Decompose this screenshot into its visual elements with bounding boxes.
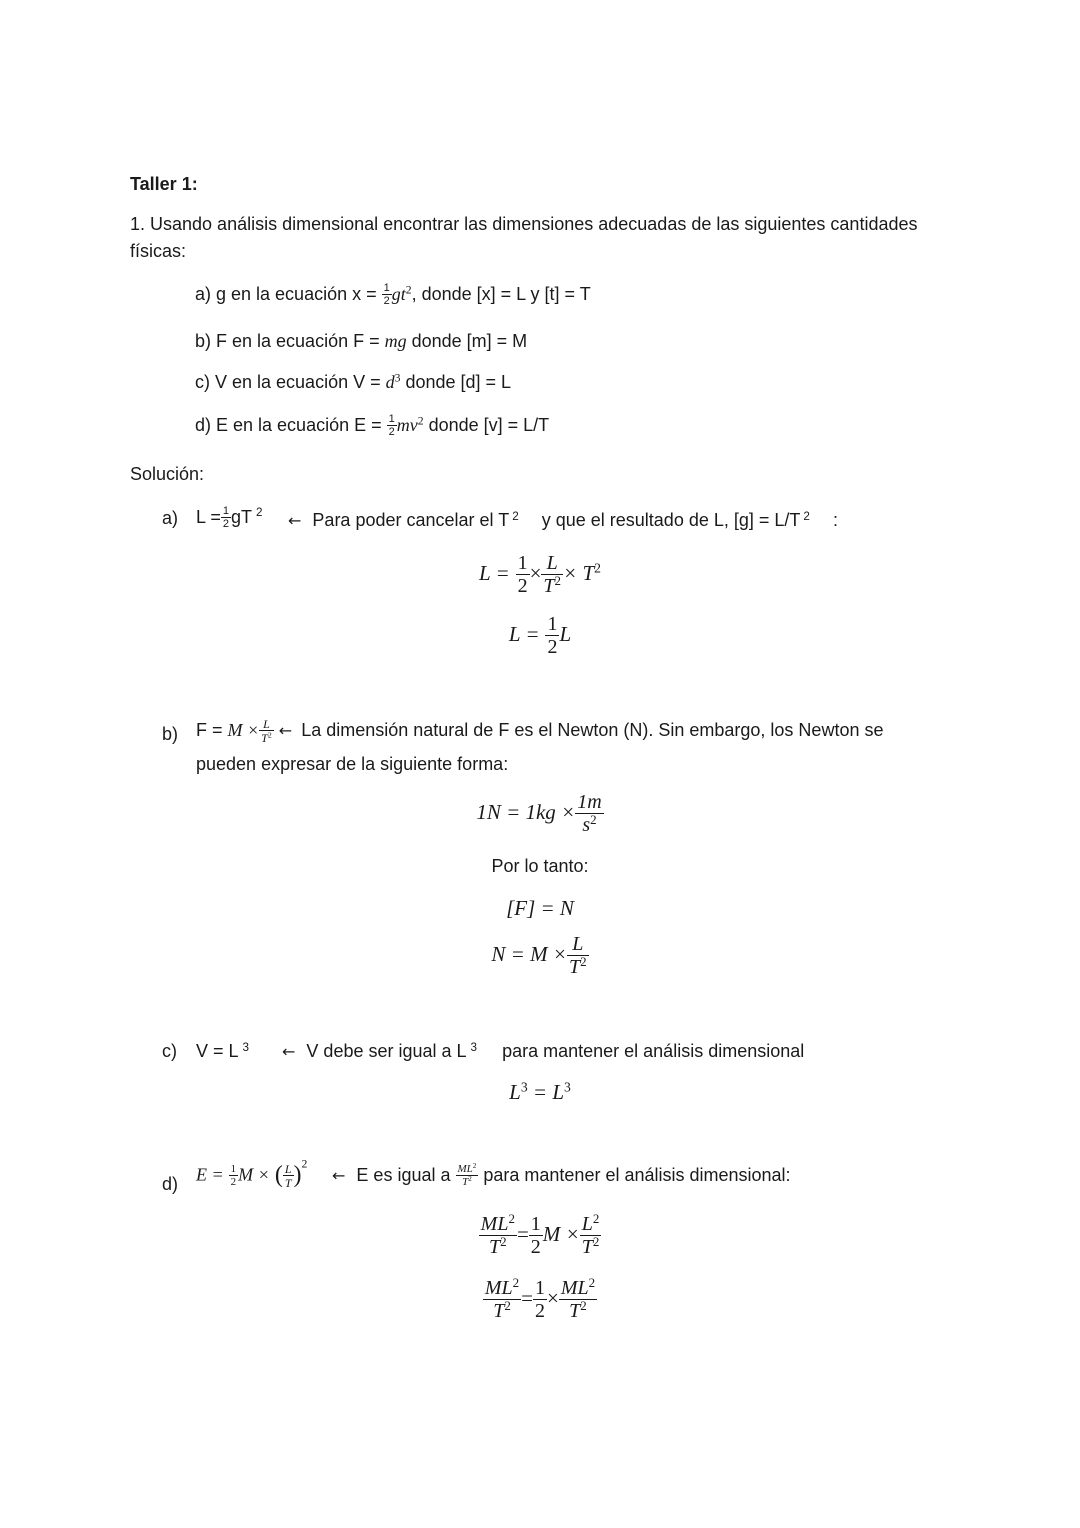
solution-b-equation-2: [F] = N	[506, 896, 574, 920]
solution-a-explanation: ← Para poder cancelar el T $^2$ y que el resultado de L, [g] = L/T $^2$ :	[288, 509, 838, 530]
solution-a-equation-2: L = $\frac{1}{2}$ L	[508, 613, 572, 658]
solution-a-marker: a)	[162, 508, 179, 528]
page-title: Taller 1:	[130, 174, 198, 194]
solution-c-marker: c)	[162, 1041, 177, 1061]
solution-b-equation-3: N = M × $\frac{L}{T^2}$	[491, 933, 587, 978]
question-line-2: físicas:	[130, 241, 187, 261]
solution-d-marker: d)	[162, 1174, 179, 1194]
solution-b-equation-1: 1N = 1kg × $\frac{1m}{s^2}$	[476, 791, 602, 836]
solution-d-explanation: ← E es igual a $\frac{ML^2}{T^2}$ para mantener el análisis dimensional:	[332, 1162, 791, 1188]
solution-b-text-2: pueden expresar de la siguiente forma:	[196, 754, 509, 774]
solution-c-explanation: ← V debe ser igual a L $^3$ para mantener el análisis dimensional	[282, 1040, 805, 1061]
left-arrow-icon: ←	[282, 1042, 296, 1061]
solution-d-equation-2: $\frac{ML^2}{T^2}$ = $\frac{1}{2}$ × $\frac{ML^2}{T^2}$	[484, 1274, 596, 1322]
solution-c-statement: V = L $^3$	[196, 1040, 250, 1061]
question-item-c: c) V en la ecuación $V = d^3$ donde [d] = L	[195, 371, 512, 392]
left-arrow-icon: ←	[332, 1165, 346, 1185]
solution-label: Solución:	[130, 464, 205, 484]
therefore-label: Por lo tanto:	[491, 856, 589, 876]
solution-b-marker: b)	[162, 724, 179, 744]
solution-d-equation-1: $\frac{ML^2}{T^2}$ = $\frac{1}{2}$ M × $\frac{L^2}{T^2}$	[480, 1210, 600, 1258]
solution-c-equation: $L^3 = L^3$	[509, 1079, 571, 1104]
solution-a-statement: L = $\frac{1}{2}$ gT $^2$	[196, 505, 263, 530]
left-arrow-icon: ←	[288, 511, 302, 530]
left-arrow-icon: ←	[278, 720, 293, 740]
solution-d-statement: E = $\frac{1}{2}$ M × ( $\frac{L}{T}$ )$^2$	[196, 1157, 308, 1190]
question-line-1: 1. Usando análisis dimensional encontrar las dimensiones adecuadas de las siguientes cantidades	[130, 214, 918, 234]
question-item-d: d) E en la ecuación E = $\frac{1}{2}$ $mv^2$ donde [v] = L/T	[195, 413, 550, 438]
solution-a-equation-1: L = $\frac{1}{2}$ × $\frac{L}{T^2}$ × $T^2$	[479, 552, 601, 597]
solution-b-statement: F = M × $\frac{L}{T^2}$ ← La dimensión natural de F es el Newton (N). Sin embargo, los Newton se	[196, 717, 884, 745]
question-item-b: b) F en la ecuación F = mg donde [m] = M	[195, 331, 528, 351]
question-item-a: a) g en la ecuación x = $\frac{1}{2}$ $gt^2$, donde [x] = L y [t] = T	[195, 282, 591, 307]
